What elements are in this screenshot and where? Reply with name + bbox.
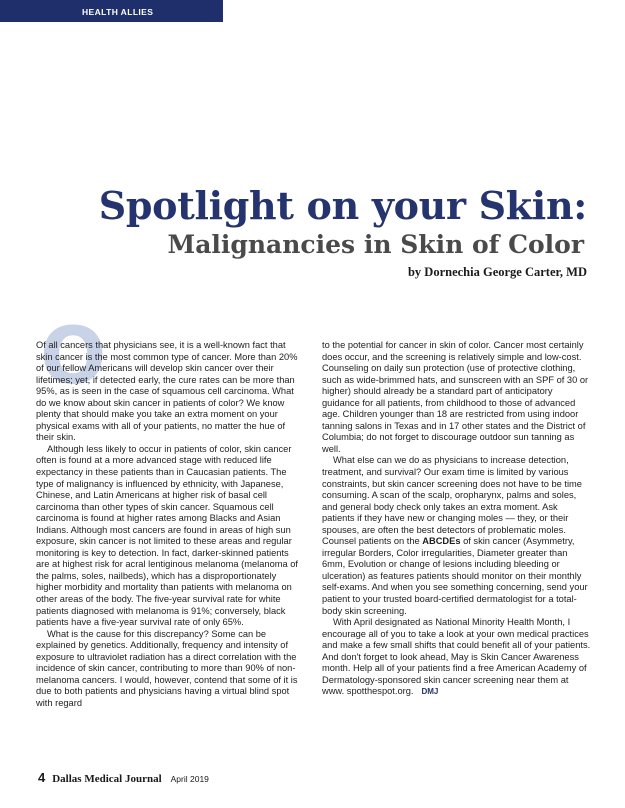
page-footer [38, 770, 209, 785]
abcde-term: ABCDEs [422, 536, 461, 547]
paragraph [322, 617, 592, 698]
issue-date: April 2019 [170, 774, 209, 784]
paragraph-text: of skin cancer (Asymmetry, irregular Borders, Color irregularities, Diameter greater than 6mm, Evolution or change of lesions including bleeding or ulceration) as features patients should monitor on their monthly self-exams. And when you see something concerning, send your patient to your trusted board-certified dermatologist for a total-body skin screening. [322, 536, 588, 616]
paragraph: Although less likely to occur in patients of color, skin cancer often is found at a more advanced stage with reduced life expectancy in these patients than in Caucasian patients. The type of malignancy is influenced by ethnicity, with Japanese, Chinese, and Latin Americans at higher risk of basal cell carcinoma than other types of skin cancer. Squamous cell carcinoma is found at higher rates among Blacks and Asian Indians. Although most cancers are found in areas of high sun exposure, skin cancer is not limited to these areas and regular monitoring is key to detection. In fact, darker-skinned patients are at highest risk for acral lentiginous melanoma (melanoma of the palms, soles, nailbeds), which has a disproportionately higher morbidity and mortality than patients with melanoma on other areas of the body. The five-year survival rate for white patients diagnosed with melanoma is 91%; conversely, black patients have a five-year survival rate of only 65%. [36, 443, 298, 628]
section-tab-label: HEALTH ALLIES [82, 7, 154, 17]
paragraph: What is the cause for this discrepancy? Some can be explained by genetics. Additionally, frequency and intensity of exposure to ultraviolet radiation has a direct correlation with the incidence of skin cancer, contributing to more than 90% of non-melanoma cancers. I would, however, contend that some of it is due to both patients and physicians having a virtual blind spot with regard [36, 628, 298, 708]
paragraph-text: What else can we do as physicians to increase detection, treatment, and survival? Our exam time is limited by various constraints, but skin cancer screening does not have to be time consuming. A scan of the scalp, oropharynx, palms and soles, and general body check only takes an extra moment. Ask patients if they have new or changing moles — they, or their spouses, are often the best detectors of problematic moles. Counsel patients on the [322, 455, 582, 547]
article-subtitle: Malignancies in Skin of Color [167, 230, 584, 259]
byline: by Dornechia George Carter, MD [407, 265, 587, 279]
right-column [322, 340, 592, 698]
paragraph [322, 455, 592, 617]
paragraph: to the potential for cancer in skin of color. Cancer most certainly does occur, and the screening is relatively simple and low-cost. Counseling on daily sun protection (use of protective clothing, such as wide-brimmed hats, and sunscreen with an SPF of 30 or higher) should already be a standard part of anticipatory guidance for all patients, from childhood to those of advanced age. Children younger than 18 are restricted from using indoor tanning salons in Texas and in 17 other states and the District of Columbia; do not forget to discourage outdoor sun tanning as well. [322, 340, 589, 454]
journal-name: Dallas Medical Journal [52, 773, 162, 785]
page-number: 4 [38, 770, 46, 785]
paragraph-text: With April designated as National Minority Health Month, I encourage all of you to take a look at your own medical practices and make a few small shifts that could benefit all of your patients. And don't forget to look ahead, May is Skin Cancer Awareness month. Help all of your patients find a free American Academy of Dermatology-sponsored skin cancer screening near them at www. spotthespot.org. [322, 617, 591, 697]
end-mark: DMJ [421, 687, 439, 697]
paragraph: Of all cancers that physicians see, it is a well-known fact that skin cancer is the most common type of cancer. More than 20% of our fellow Americans will develop skin cancer over their lifetimes; yet, if detected early, the cure rates can be more than 95%, as is seen in the case of squamous cell carcinoma. What do we know about skin cancer in patients of color? We know plenty that should make you take an extra moment on your physical exams with all of your patients, no matter the hue of their skin. [36, 340, 298, 443]
section-tab [0, 0, 223, 22]
article-title: Spotlight on your Skin: [98, 183, 587, 228]
left-column [36, 340, 304, 710]
drop-cap: O [40, 312, 107, 402]
